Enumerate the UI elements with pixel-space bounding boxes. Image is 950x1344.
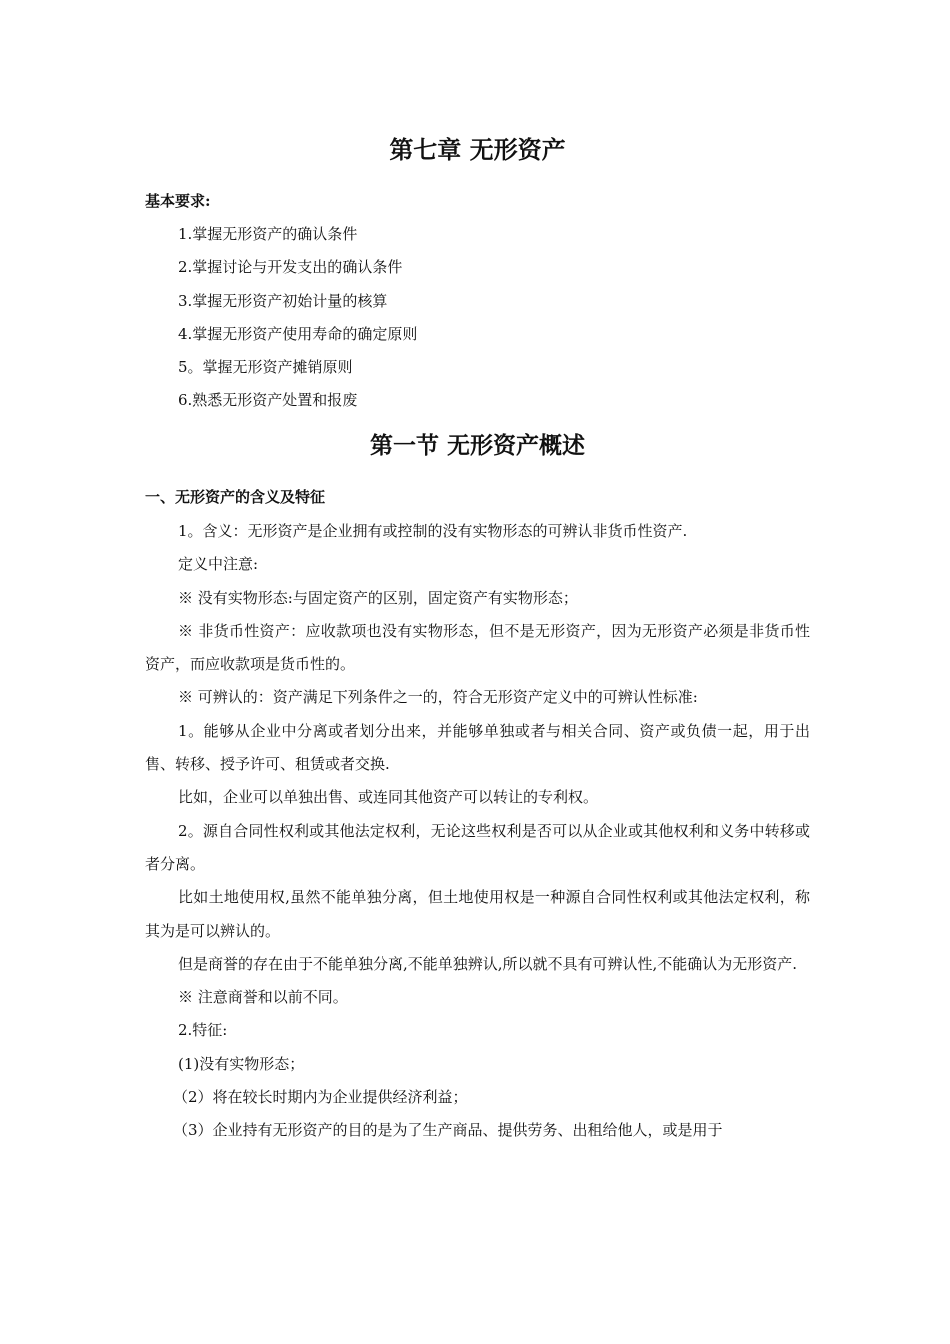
paragraph-note-intro: 定义中注意: bbox=[178, 555, 259, 574]
requirement-item: 4.掌握无形资产使用寿命的确定原则 bbox=[178, 324, 418, 343]
paragraph-note-identifiable: ※ 可辨认的：资产满足下列条件之一的，符合无形资产定义中的可辨认性标准: bbox=[178, 688, 698, 707]
paragraph-features-heading: 2.特征: bbox=[178, 1021, 228, 1040]
requirement-item: 1.掌握无形资产的确认条件 bbox=[178, 225, 358, 243]
requirements-list bbox=[178, 222, 417, 422]
section-body bbox=[145, 515, 810, 1148]
requirement-item: 3.掌握无形资产初始计量的核算 bbox=[178, 291, 388, 310]
paragraph-feature-1: (1)没有实物形态； bbox=[178, 1054, 305, 1073]
subsection-heading: 一、无形资产的含义及特征 bbox=[145, 488, 326, 506]
paragraph-feature-3: （3）企业持有无形资产的目的是为了生产商品、提供劳务、出租给他人，或是用于 bbox=[173, 1121, 723, 1140]
paragraph-goodwill: 但是商誉的存在由于不能单独分离,不能单独辨认,所以就不具有可辨认性,不能确认为无形资产. bbox=[178, 954, 798, 973]
paragraph-example-2: 比如土地使用权,虽然不能单独分离，但土地使用权是一种源自合同性权利或其他法定权利，称其为是可以辨认的。 bbox=[145, 888, 810, 940]
paragraph-note-physical: ※ 没有实物形态:与固定资产的区别，固定资产有实物形态； bbox=[178, 588, 578, 607]
paragraph-feature-2: （2）将在较长时期内为企业提供经济利益； bbox=[173, 1088, 468, 1107]
paragraph-criterion-1: 1。能够从企业中分离或者划分出来，并能够单独或者与相关合同、资产或负债一起，用于出售、转移、授予许可、租赁或者交换. bbox=[145, 721, 810, 774]
paragraph-criterion-2: 2。源自合同性权利或其他法定权利，无论这些权利是否可以从企业或其他权利和义务中转移或者分离。 bbox=[145, 821, 810, 873]
requirement-item: 2.掌握讨论与开发支出的确认条件 bbox=[178, 258, 403, 277]
paragraph-goodwill-note: ※ 注意商誉和以前不同。 bbox=[178, 988, 348, 1007]
paragraph-note-nonmonetary: ※ 非货币性资产：应收款项也没有实物形态，但不是无形资产，因为无形资产必须是非货币性资产，而应收款项是货币性的。 bbox=[145, 621, 810, 674]
paragraph-definition: 1。含义：无形资产是企业拥有或控制的没有实物形态的可辨认非货币性资产. bbox=[178, 522, 688, 540]
paragraph-example-1: 比如，企业可以单独出售、或连同其他资产可以转让的专利权。 bbox=[178, 788, 599, 807]
chapter-title: 第七章 无形资产 bbox=[389, 135, 566, 164]
section-title: 第一节 无形资产概述 bbox=[369, 432, 585, 459]
requirement-item: 5。掌握无形资产摊销原则 bbox=[178, 358, 353, 377]
requirements-heading: 基本要求: bbox=[145, 192, 211, 210]
requirement-item: 6.熟悉无形资产处置和报废 bbox=[178, 391, 358, 410]
